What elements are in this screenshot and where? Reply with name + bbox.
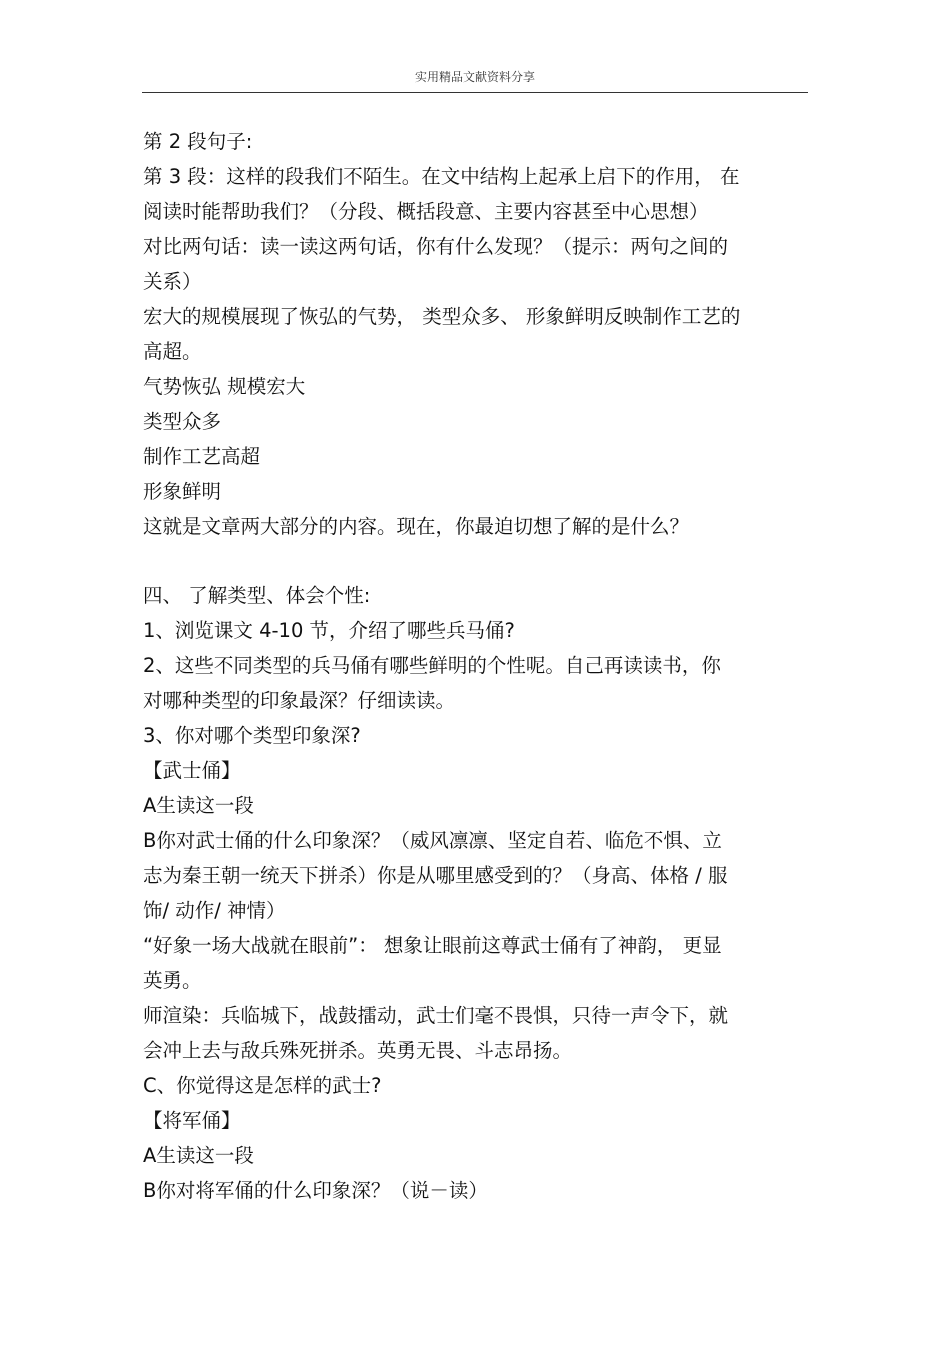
text-line: 高超。: [143, 340, 202, 363]
text-line: 饰/ 动作/ 神情）: [143, 899, 286, 922]
text-line: 英勇。: [143, 969, 202, 992]
text-line: A生读这一段: [143, 794, 254, 817]
text-line: B你对武士俑的什么印象深？（威风凛凛、坚定自若、临危不惧、立: [143, 829, 722, 852]
section-heading: 四、 了解类型、体会个性:: [143, 584, 371, 607]
subheading: 【武士俑】: [143, 759, 241, 782]
text-line: 宏大的规模展现了恢弘的气势， 类型众多、 形象鲜明反映制作工艺的: [143, 305, 741, 328]
subheading: 【将军俑】: [143, 1109, 241, 1132]
text-line: “好象一场大战就在眼前”： 想象让眼前这尊武士俑有了神韵， 更显: [143, 934, 722, 957]
page-header: [142, 66, 808, 93]
blank-line: [143, 544, 815, 578]
text-line: A生读这一段: [143, 1144, 254, 1167]
document-body: [143, 124, 815, 1208]
text-line: 师渲染：兵临城下，战鼓擂动，武士们毫不畏惧，只待一声令下，就: [143, 1004, 729, 1027]
text-line: B你对将军俑的什么印象深？（说－读）: [143, 1179, 488, 1202]
text-line: 这就是文章两大部分的内容。现在，你最迫切想了解的是什么？: [143, 515, 690, 538]
header-title: 实用精品文献资料分享: [414, 70, 535, 84]
text-line: 第 3 段：这样的段我们不陌生。在文中结构上起承上启下的作用， 在: [143, 165, 740, 188]
text-line: C、你觉得这是怎样的武士?: [143, 1074, 382, 1097]
text-line: 对哪种类型的印象最深？仔细读读。: [143, 689, 456, 712]
text-line: 第 2 段句子:: [143, 130, 253, 153]
text-line: 1、浏览课文 4-10 节，介绍了哪些兵马俑?: [143, 619, 515, 642]
text-line: 会冲上去与敌兵殊死拼杀。英勇无畏、斗志昂扬。: [143, 1039, 573, 1062]
text-line: 气势恢弘 规模宏大: [143, 375, 306, 398]
text-line: 阅读时能帮助我们？（分段、概括段意、主要内容甚至中心思想）: [143, 200, 709, 223]
text-line: 对比两句话：读一读这两句话，你有什么发现？（提示：两句之间的: [143, 235, 729, 258]
text-line: 3、你对哪个类型印象深?: [143, 724, 361, 747]
text-line: 形象鲜明: [143, 480, 222, 503]
text-line: 2、这些不同类型的兵马俑有哪些鲜明的个性呢。自己再读读书，你: [143, 654, 721, 677]
text-line: 制作工艺高超: [143, 445, 261, 468]
text-line: 志为秦王朝一统天下拼杀）你是从哪里感受到的？（身高、体格 / 服: [143, 864, 728, 887]
text-line: 类型众多: [143, 410, 222, 433]
text-line: 关系）: [143, 270, 202, 293]
